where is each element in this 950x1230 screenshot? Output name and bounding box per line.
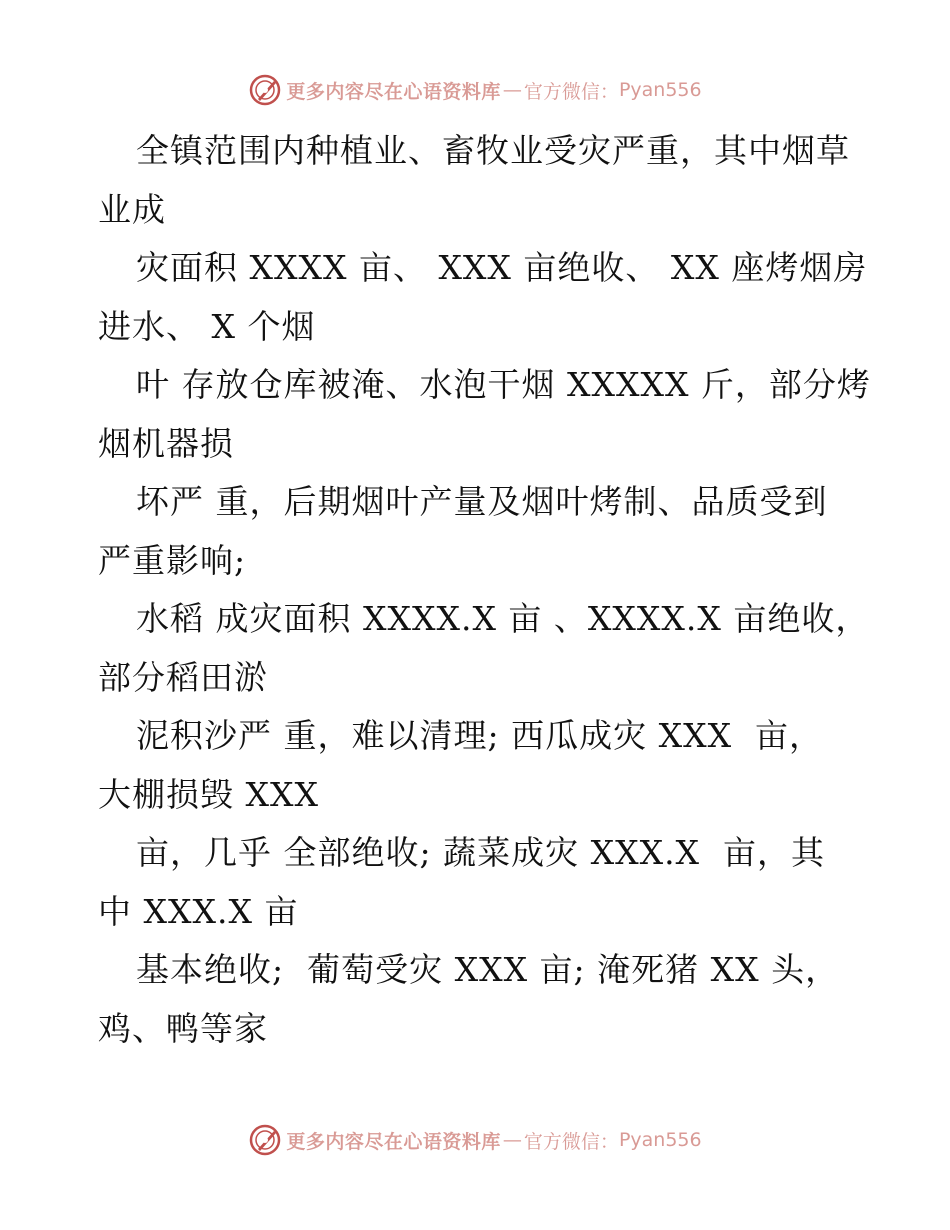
paragraph-line: 基本绝收; 葡萄受灾 XXX 亩; 淹死猪 XX 头， (136, 950, 840, 989)
footer-banner-title: 更多内容尽在心语资料库 (286, 1130, 501, 1153)
paragraph-line-continued: 业成 (98, 189, 166, 229)
paragraph-line-continued: 中 XXX.X 亩 (98, 891, 299, 931)
paragraph-line-continued: 鸡、鸭等家 (98, 1008, 268, 1048)
paragraph (98, 356, 871, 473)
footer-banner-dash: — (502, 1129, 522, 1151)
paragraph (98, 122, 858, 239)
paragraph-line: 全镇范围内种植业、畜牧业受灾严重，其中烟草 (136, 131, 850, 170)
paragraph (98, 824, 858, 941)
footer-banner (0, 1120, 950, 1160)
paragraph-line: 水稻 成灾面积 XXXX.X 亩 、XXXX.X 亩绝收， (136, 599, 870, 638)
paragraph (98, 473, 858, 590)
paragraph-line-continued: 部分稻田淤 (98, 657, 268, 697)
paragraph-line: 灾面积 XXXX 亩、 XXX 亩绝收、 XX 座烤烟房 (136, 248, 868, 287)
logo-icon (248, 73, 282, 107)
paragraph-line: 叶 存放仓库被淹、水泡干烟 XXXXX 斤，部分烤 (136, 365, 871, 404)
document-body (98, 122, 871, 1058)
footer-banner-wechat-label: 官方微信： (523, 1130, 619, 1153)
paragraph (98, 590, 870, 707)
paragraph-line-continued: 严重影响; (98, 540, 247, 580)
paragraph-line: 泥积沙严 重，难以清理; 西瓜成灾 XXX 亩， (136, 716, 824, 755)
paragraph-line: 坏严 重，后期烟叶产量及烟叶烤制、品质受到 (136, 482, 828, 521)
paragraph-line-continued: 进水、 X 个烟 (98, 306, 316, 346)
logo-icon (248, 1123, 282, 1157)
header-banner-title: 更多内容尽在心语资料库 (286, 80, 501, 103)
paragraph-line-continued: 大棚损毁 XXX (98, 774, 319, 814)
footer-banner-wechat-id: Pyan556 (618, 1129, 702, 1151)
paragraph-line-continued: 烟机器损 (98, 423, 234, 463)
header-banner (0, 70, 950, 110)
paragraph-line: 亩，几乎 全部绝收; 蔬菜成灾 XXX.X 亩，其 (136, 833, 826, 872)
paragraph (98, 707, 858, 824)
header-banner-wechat-label: 官方微信： (523, 80, 619, 103)
header-banner-dash: — (502, 79, 522, 101)
paragraph (98, 239, 868, 356)
header-banner-wechat-id: Pyan556 (618, 79, 702, 101)
paragraph (98, 941, 858, 1058)
